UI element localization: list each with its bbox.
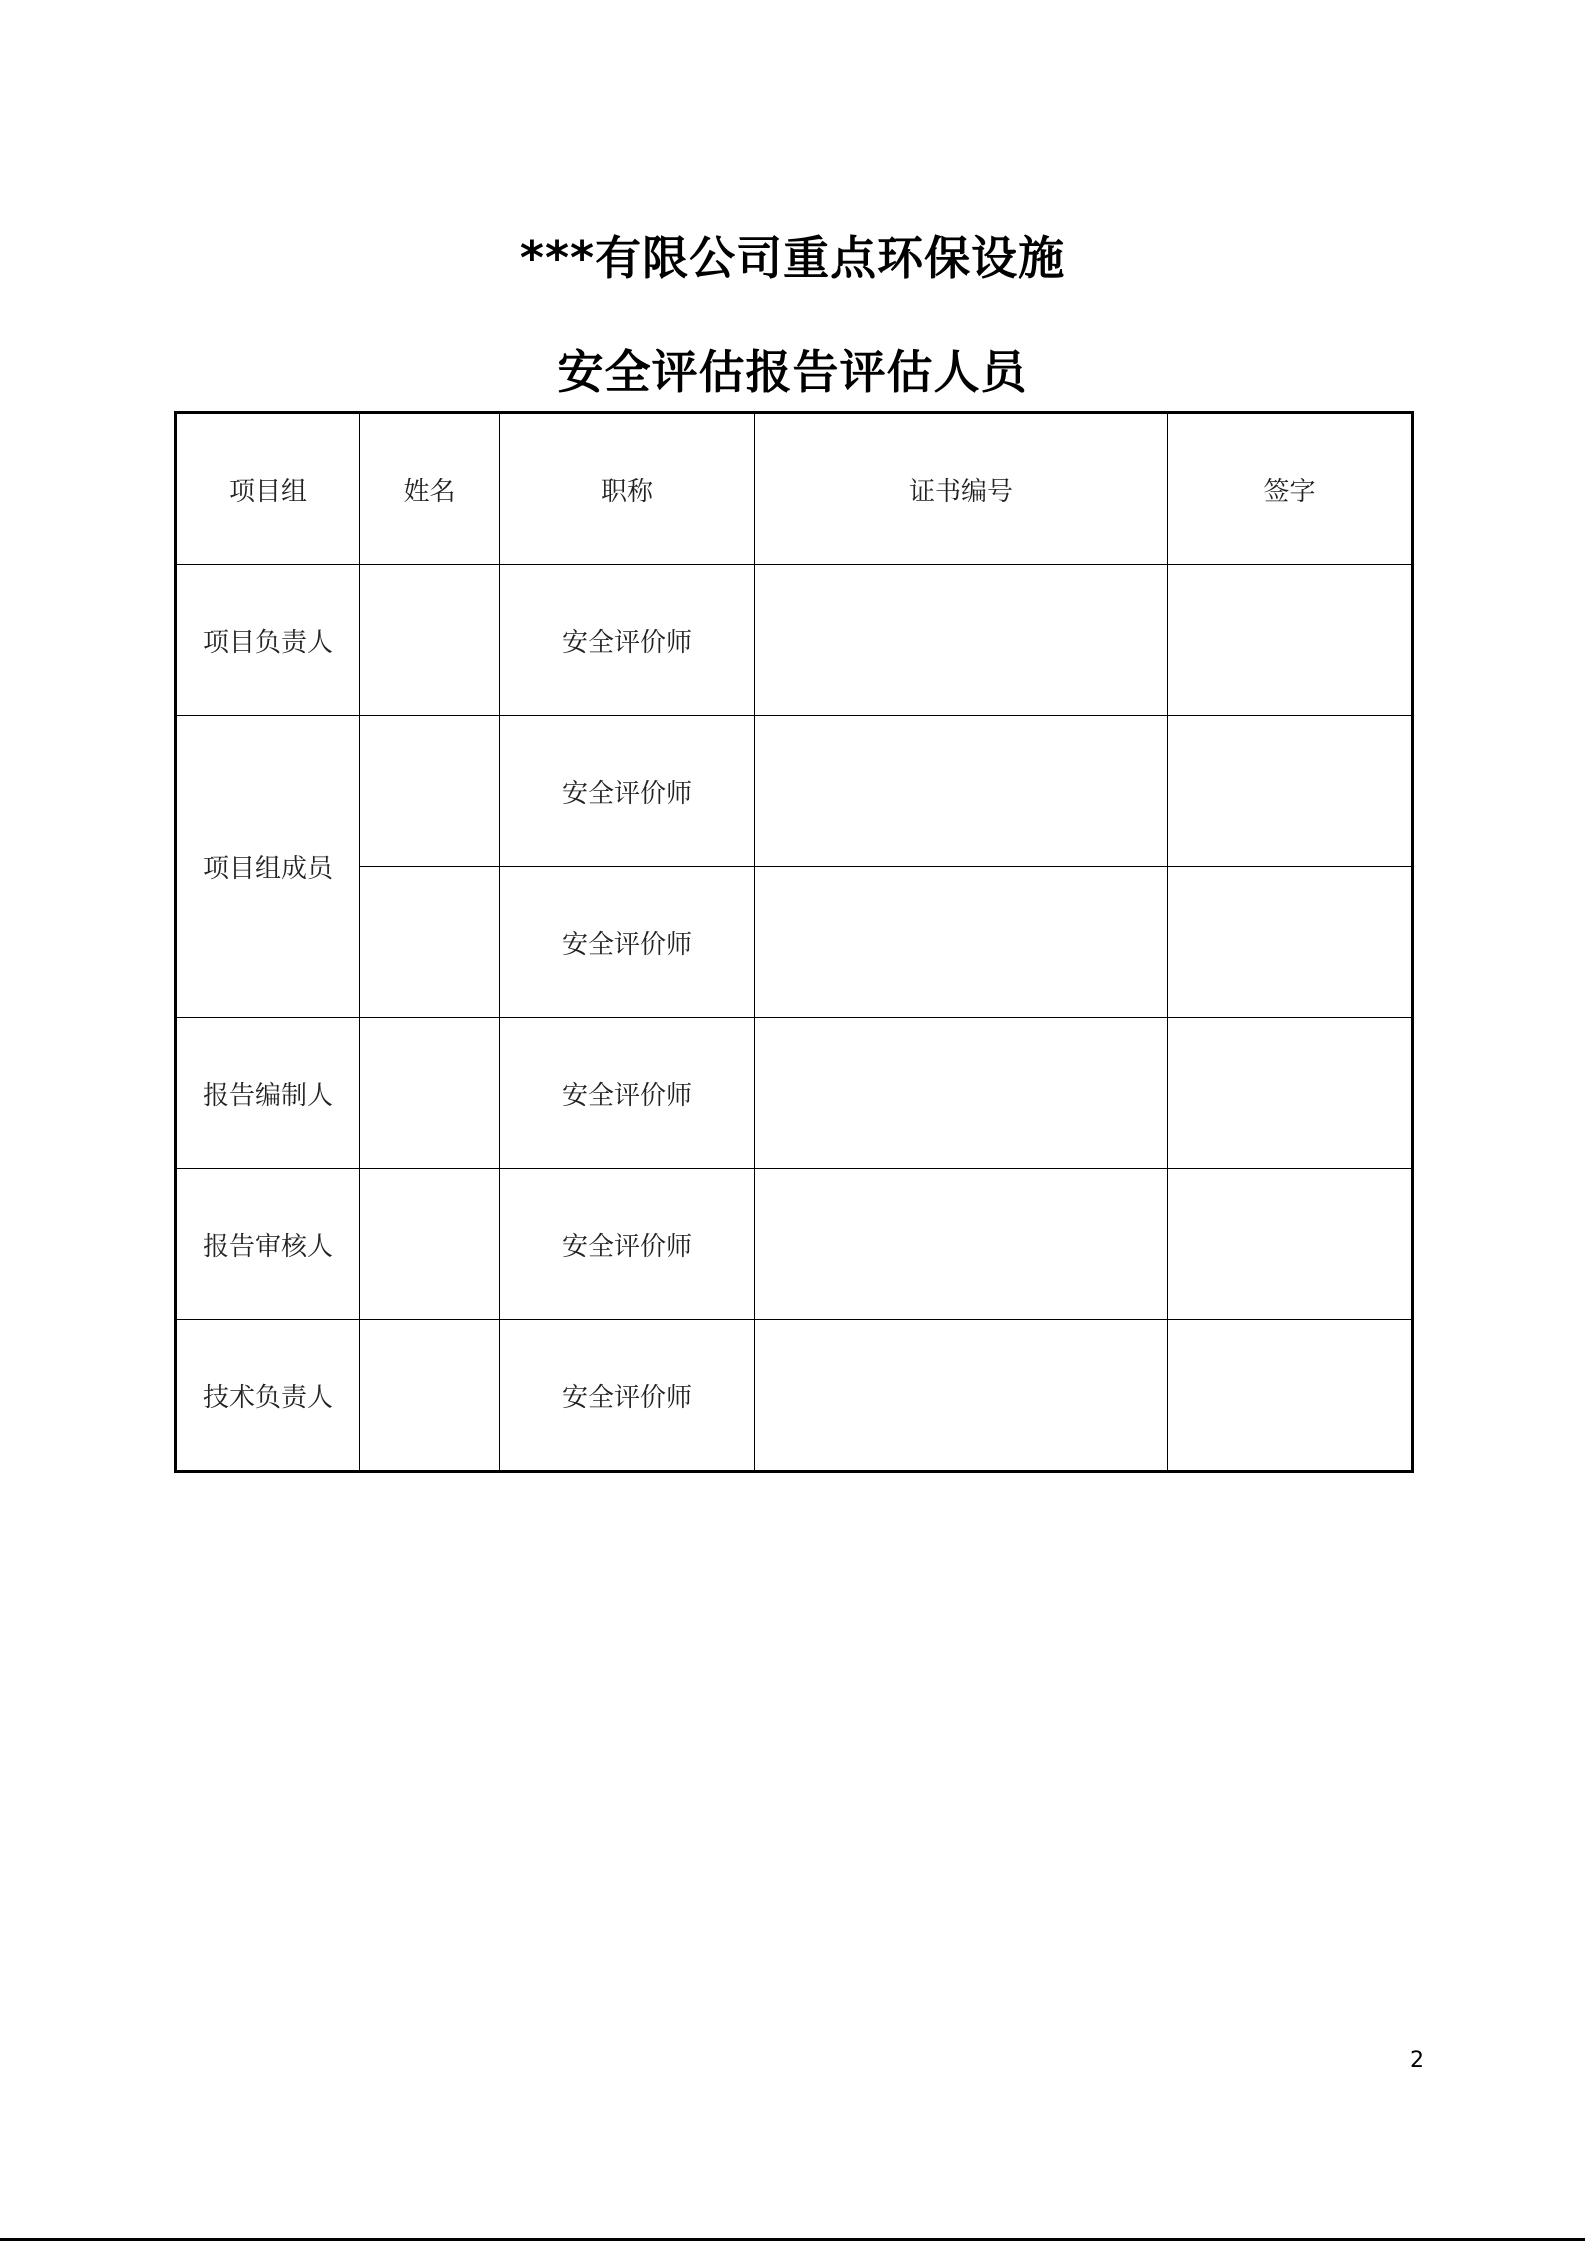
table-row [176, 1018, 1413, 1169]
header-title: 职称 [500, 413, 755, 565]
document-title-line1: ***有限公司重点环保设施 [519, 231, 1066, 285]
name-cell[interactable] [360, 565, 500, 716]
header-name: 姓名 [360, 413, 500, 565]
table-row [176, 565, 1413, 716]
title-cell: 安全评价师 [500, 716, 755, 867]
certificate-cell[interactable] [755, 565, 1168, 716]
role-cell: 项目负责人 [176, 565, 360, 716]
certificate-cell[interactable] [755, 867, 1168, 1018]
role-cell: 项目组成员 [176, 716, 360, 1018]
title-cell: 安全评价师 [500, 1169, 755, 1320]
name-cell[interactable] [360, 1169, 500, 1320]
signature-cell[interactable] [1168, 867, 1413, 1018]
signature-cell[interactable] [1168, 1169, 1413, 1320]
name-cell[interactable] [360, 1320, 500, 1472]
title-cell: 安全评价师 [500, 565, 755, 716]
name-cell[interactable] [360, 1018, 500, 1169]
evaluators-table [174, 411, 1414, 1473]
table-header-row [176, 413, 1413, 565]
table-row [176, 1169, 1413, 1320]
page-number: 2 [1410, 2048, 1424, 2073]
table-row [176, 716, 1413, 867]
certificate-cell[interactable] [755, 716, 1168, 867]
signature-cell[interactable] [1168, 565, 1413, 716]
role-cell: 技术负责人 [176, 1320, 360, 1472]
table-row [176, 1320, 1413, 1472]
role-cell: 报告审核人 [176, 1169, 360, 1320]
table-row [176, 867, 1413, 1018]
header-signature: 签字 [1168, 413, 1413, 565]
title-cell: 安全评价师 [500, 1320, 755, 1472]
title-cell: 安全评价师 [500, 1018, 755, 1169]
certificate-cell[interactable] [755, 1018, 1168, 1169]
header-group: 项目组 [176, 413, 360, 565]
signature-cell[interactable] [1168, 1018, 1413, 1169]
certificate-cell[interactable] [755, 1320, 1168, 1472]
certificate-cell[interactable] [755, 1169, 1168, 1320]
name-cell[interactable] [360, 716, 500, 867]
title-cell: 安全评价师 [500, 867, 755, 1018]
document-title-line2: 安全评估报告评估人员 [557, 345, 1028, 399]
role-cell: 报告编制人 [176, 1018, 360, 1169]
signature-cell[interactable] [1168, 1320, 1413, 1472]
header-certificate: 证书编号 [755, 413, 1168, 565]
signature-cell[interactable] [1168, 716, 1413, 867]
name-cell[interactable] [360, 867, 500, 1018]
